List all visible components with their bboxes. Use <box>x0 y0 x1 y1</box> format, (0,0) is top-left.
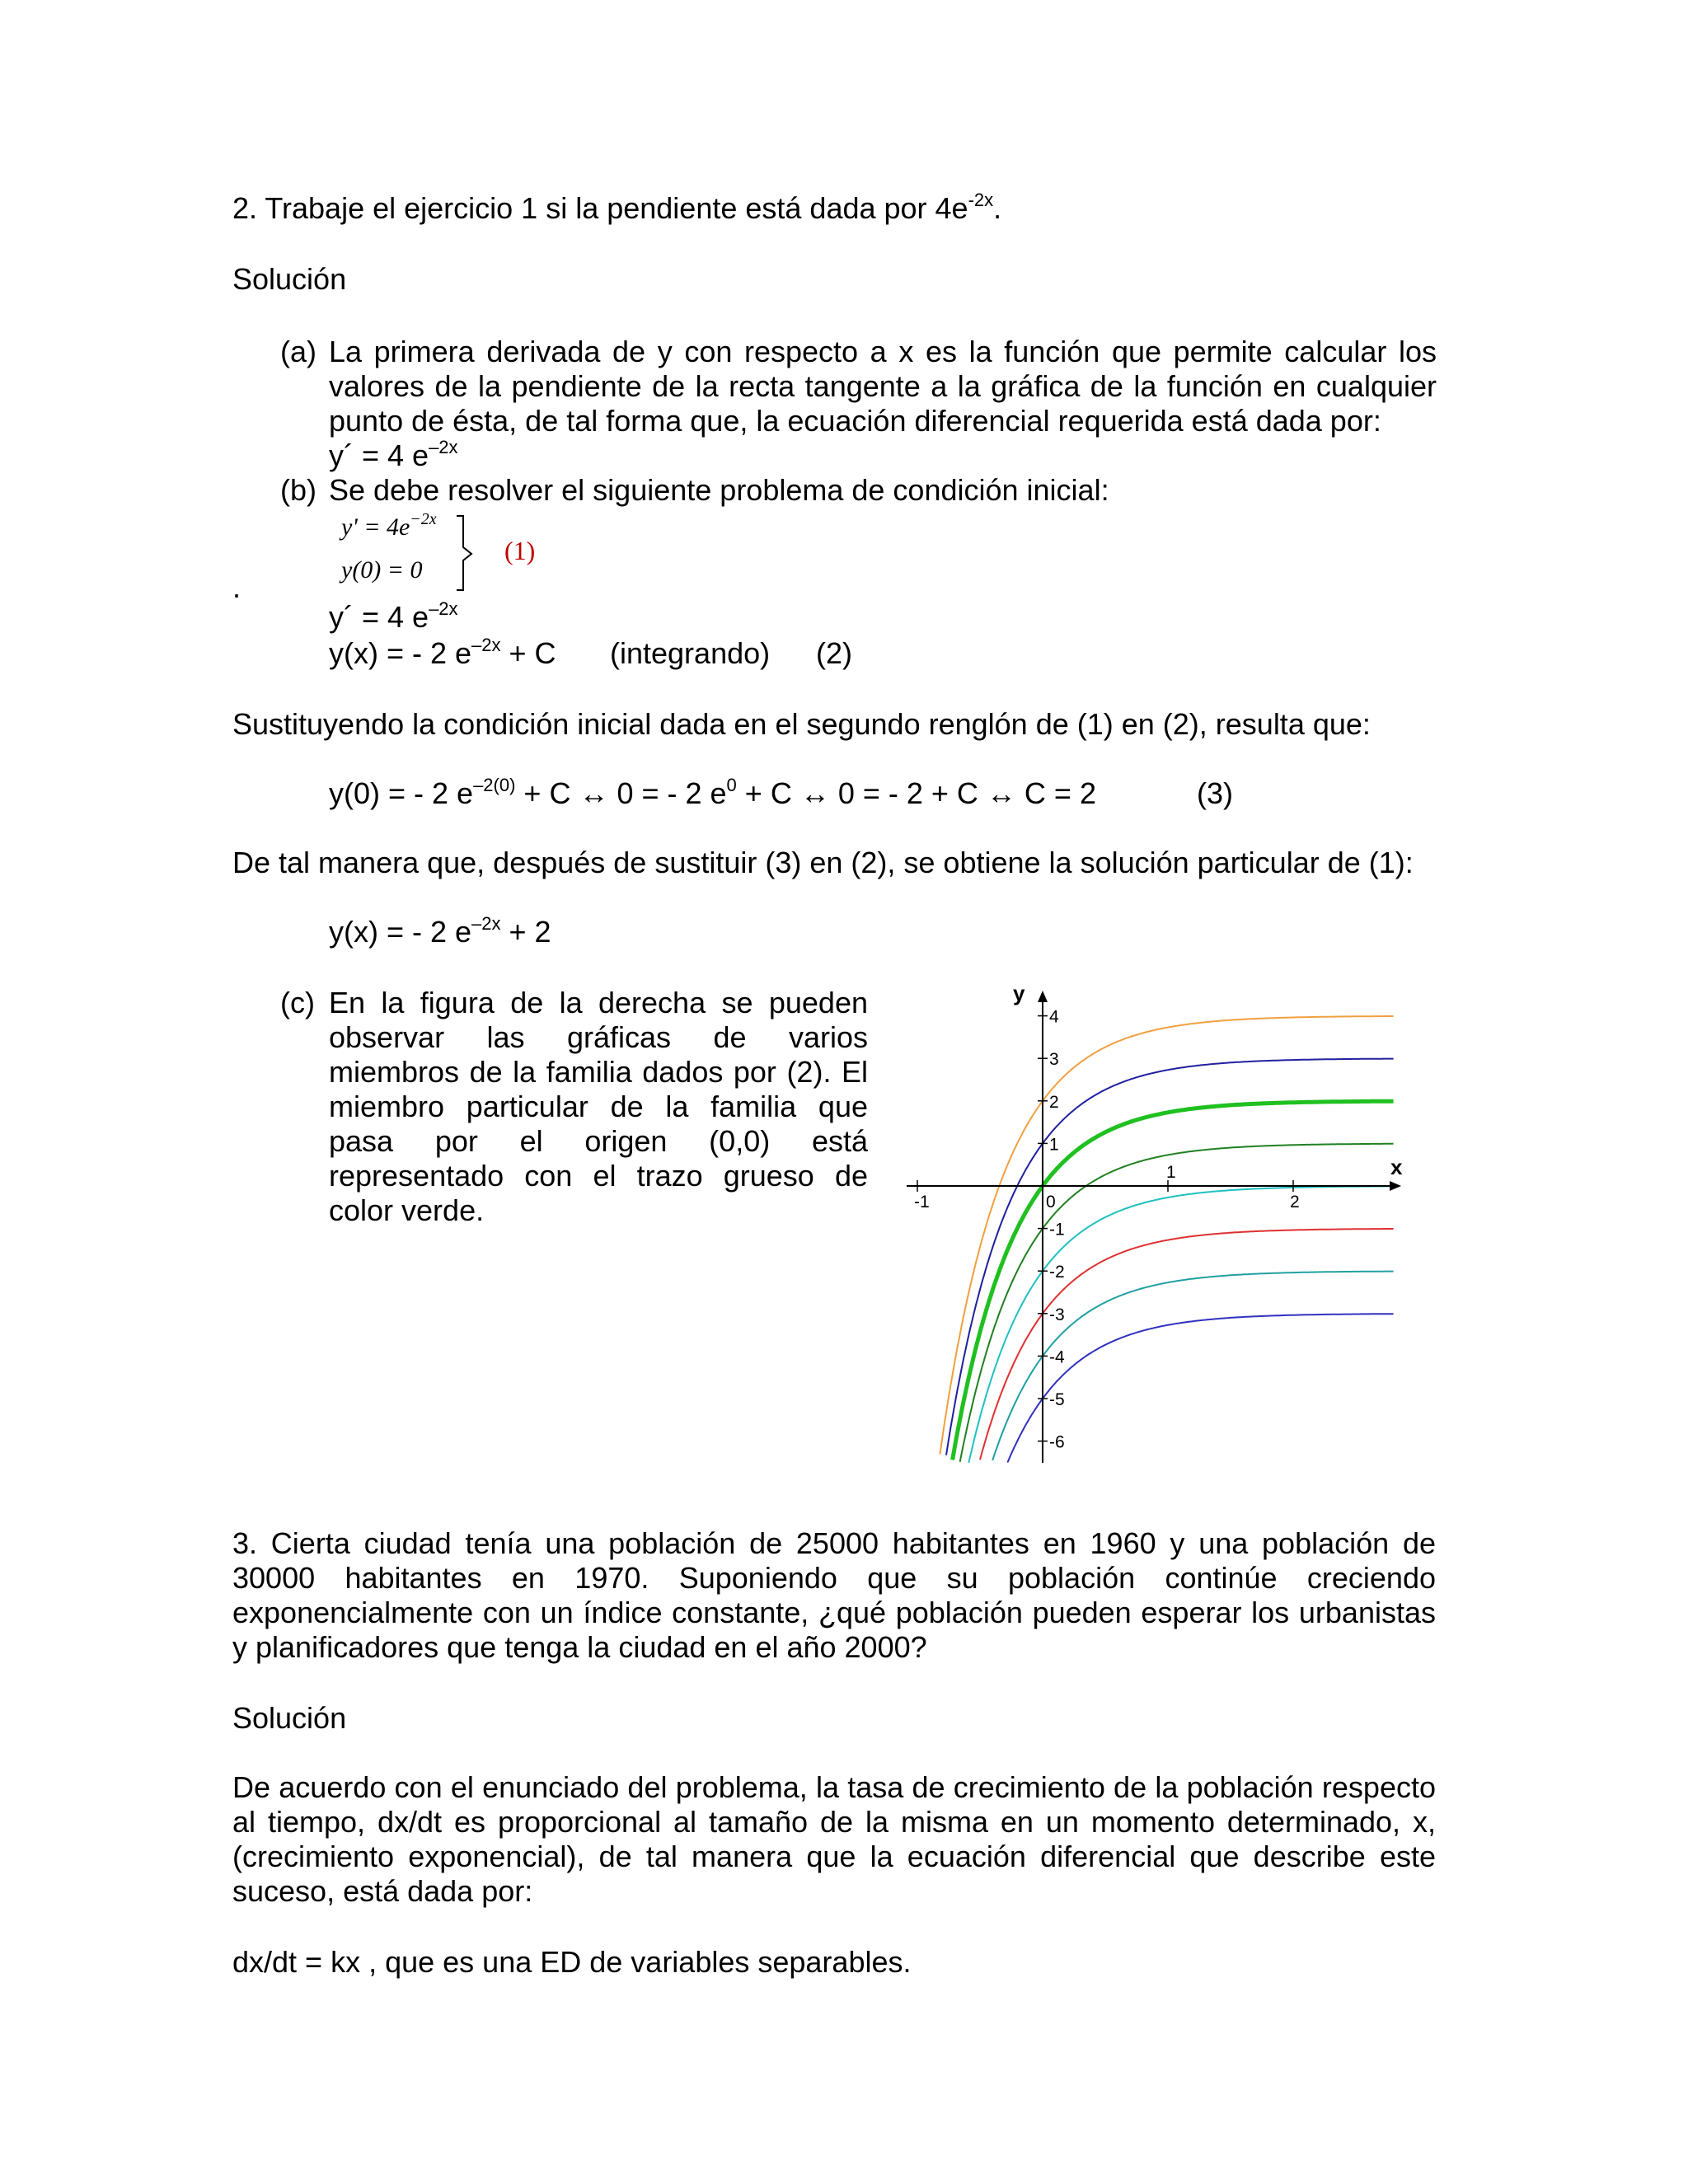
statement-end: . <box>993 191 1002 225</box>
exercise-3-statement: 3. Cierta ciudad tenía una población de 25000 habitantes en 1960 y una población de 30000 habitantes en 1970. Suponiendo que su población continúe creciendo exponencialmente con un índice constante, ¿qué población pueden esperar los urbanistas y planificadores que tenga la ciudad en el año 2000? <box>232 1526 1436 1664</box>
y-axis-arrow-icon <box>1038 991 1048 1002</box>
x-axis-label: x <box>1390 1155 1403 1179</box>
item-c-label: (c) <box>280 986 315 1019</box>
stray-dot: . <box>232 570 241 604</box>
y-tick-label-3: 3 <box>1049 1050 1059 1070</box>
item-b-equation-1 <box>329 600 458 635</box>
x-tick-label-2: 2 <box>1290 1193 1300 1212</box>
particular-solution <box>329 915 551 949</box>
equation-number-2: (2) <box>816 636 852 670</box>
equation-text: y(0) = - 2 e <box>329 776 474 810</box>
x-tick-label-0: 0 <box>1046 1193 1056 1212</box>
equation-text-end: + C <box>500 636 556 670</box>
equation-text-end: + C ↔ 0 = - 2 + C ↔ C = 2 <box>736 776 1096 810</box>
item-c-text: En la figura de la derecha se pueden observar las gráficas de varios miembros de la familia dados por (2). El miembro particular de la familia que pasa por el origen (0,0) está representado con el trazo grueso de color verde. <box>329 986 868 1227</box>
equation-text-end: + 2 <box>500 915 551 949</box>
equation-3 <box>329 776 1096 811</box>
curve-c-3 <box>946 1059 1394 1455</box>
substitution-text: Sustituyendo la condición inicial dada en el segundo renglón de (1) en (2), resulta que: <box>232 707 1371 741</box>
axes-group <box>907 981 1403 1463</box>
equation-text-mid: + C ↔ 0 = - 2 e <box>515 776 727 810</box>
system-line-2: y(0) = 0 <box>341 556 423 583</box>
item-b-text: Se debe resolver el siguiente problema de condición inicial: <box>329 473 1109 507</box>
equation-exponent: –2(0) <box>473 775 516 795</box>
integration-note: (integrando) <box>610 636 771 670</box>
system-line-1 <box>341 510 437 542</box>
curve-c-3 <box>1007 1314 1393 1462</box>
item-b-equation-2 <box>329 636 556 671</box>
statement-text: 2. Trabaje el ejercicio 1 si la pendiente está dada por 4e <box>232 191 968 225</box>
x-axis-arrow-icon <box>1390 1181 1401 1191</box>
equation-exponent-2: 0 <box>726 775 737 795</box>
y-tick-label-4: 4 <box>1049 1007 1059 1027</box>
brace-icon <box>452 514 485 593</box>
curve-c-2 <box>953 1101 1394 1460</box>
equation-exponent: –2x <box>429 437 458 457</box>
equation-exponent: –2x <box>429 598 458 619</box>
y-tick-label--5: -5 <box>1049 1390 1065 1409</box>
equation-exponent: –2x <box>471 913 501 934</box>
solution-heading-3: Solución <box>232 1701 347 1735</box>
equation-number-3: (3) <box>1197 776 1233 810</box>
curve-c-1 <box>960 1144 1394 1462</box>
system-eq-1: y' = 4e <box>341 513 410 541</box>
y-tick-label--3: -3 <box>1049 1305 1065 1324</box>
conclusion-text: De tal manera que, después de sustituir (3) en (2), se obtiene la solución particular de (1): <box>232 846 1414 879</box>
equation-text: y(x) = - 2 e <box>329 915 472 949</box>
curve-c-0 <box>968 1186 1393 1463</box>
y-tick-label-1: 1 <box>1049 1135 1059 1155</box>
family-curves-chart <box>898 981 1426 1467</box>
solution-heading: Solución <box>232 262 347 296</box>
equation-exponent: –2x <box>471 635 501 655</box>
item-a-text: La primera derivada de y con respecto a x es la función que permite calcular los valores de la pendiente de la recta tangente a la gráfica de la función en cualquier punto de ésta, de tal forma que, la ecuación diferencial requerida está dada por: <box>329 335 1437 438</box>
y-tick-label--2: -2 <box>1049 1263 1065 1282</box>
x-tick-label-1: 1 <box>1166 1163 1176 1182</box>
y-tick-label--1: -1 <box>1049 1220 1065 1240</box>
y-axis-label: y <box>1013 981 1025 1005</box>
item-a-equation <box>329 438 458 473</box>
system-number: (1) <box>504 536 536 565</box>
curves-group <box>940 1016 1393 1463</box>
curve-c-4 <box>940 1016 1393 1455</box>
equation-text: y´ = 4 e <box>329 438 429 472</box>
differential-equation: dx/dt = kx , que es una ED de variables separables. <box>232 1945 912 1979</box>
item-a-label: (a) <box>280 335 316 368</box>
y-tick-label-2: 2 <box>1049 1092 1059 1112</box>
y-tick-label--6: -6 <box>1049 1432 1065 1452</box>
system-eq-1-exponent: −2x <box>410 510 437 528</box>
equation-text: y´ = 4 e <box>329 600 429 634</box>
statement-exponent: -2x <box>968 190 994 210</box>
exercise-3-explanation: De acuerdo con el enunciado del problema, la tasa de crecimiento de la población respecto al tiempo, dx/dt es proporcional al tamaño de la misma en un momento determinado, x, (crecimiento exponencial), de tal manera que la ecuación diferencial que describe este suceso, está dada por: <box>232 1770 1436 1908</box>
y-tick-label--4: -4 <box>1049 1347 1065 1367</box>
item-b-label: (b) <box>280 473 316 507</box>
exercise-2-statement <box>232 191 1436 226</box>
equation-text: y(x) = - 2 e <box>329 636 472 670</box>
x-tick-label--1: -1 <box>914 1193 930 1212</box>
